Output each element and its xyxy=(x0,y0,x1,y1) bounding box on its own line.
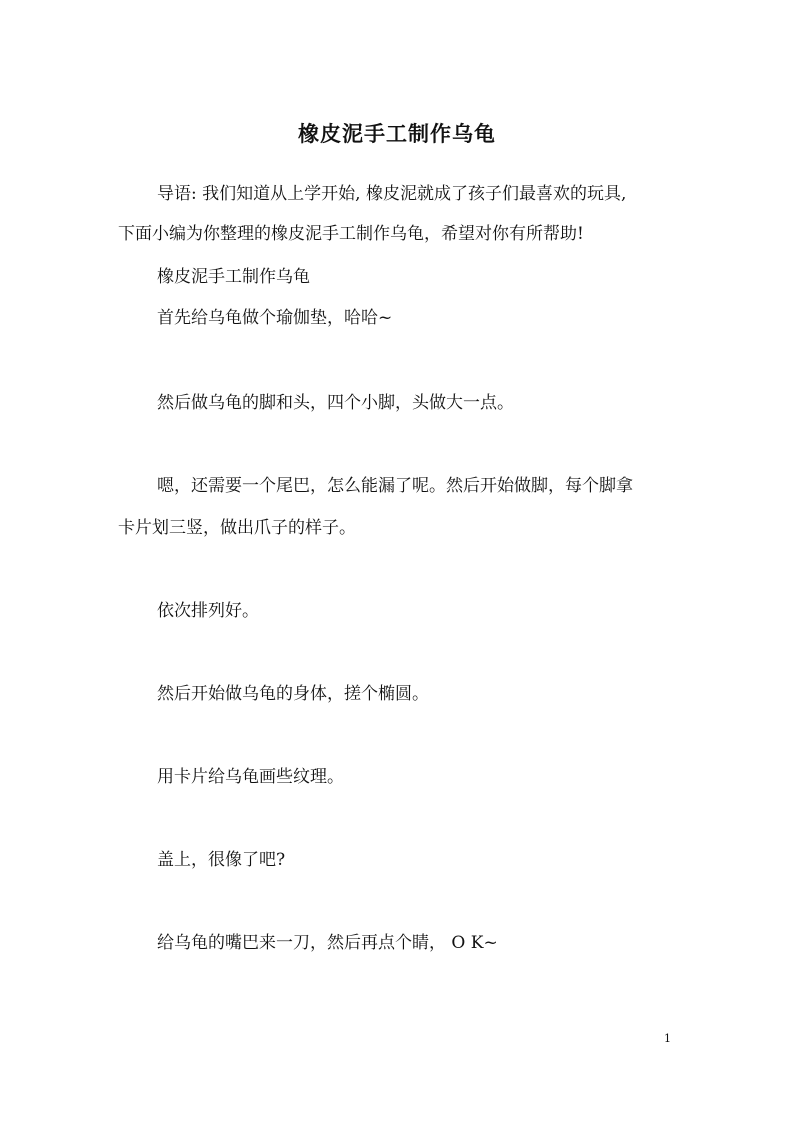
step-mouth-eyes: 给乌龟的嘴巴来一刀，然后再点个睛， O K~ xyxy=(157,933,498,953)
step-tail-line-2: 卡片划三竖，做出爪子的样子。 xyxy=(118,518,356,538)
step-tail-line-1: 嗯，还需要一个尾巴，怎么能漏了呢。然后开始做脚，每个脚拿 xyxy=(157,476,633,496)
step-cover: 盖上，很像了吧? xyxy=(157,850,286,870)
intro-line-1: 导语: 我们知道从上学开始, 橡皮泥就成了孩子们最喜欢的玩具, xyxy=(157,184,627,204)
page-number: 1 xyxy=(664,1032,671,1045)
step-body: 然后开始做乌龟的身体，搓个椭圆。 xyxy=(157,684,429,704)
section-heading: 橡皮泥手工制作乌龟 xyxy=(157,267,310,287)
step-feet-and-head: 然后做乌龟的脚和头，四个小脚，头做大一点。 xyxy=(157,393,514,413)
step-arrange: 依次排列好。 xyxy=(157,601,259,621)
step-yoga-mat: 首先给乌龟做个瑜伽垫，哈哈~ xyxy=(157,308,393,328)
document-title: 橡皮泥手工制作乌龟 xyxy=(298,121,496,146)
step-texture: 用卡片给乌龟画些纹理。 xyxy=(157,767,344,787)
intro-line-2: 下面小编为你整理的橡皮泥手工制作乌龟，希望对你有所帮助! xyxy=(118,224,584,244)
